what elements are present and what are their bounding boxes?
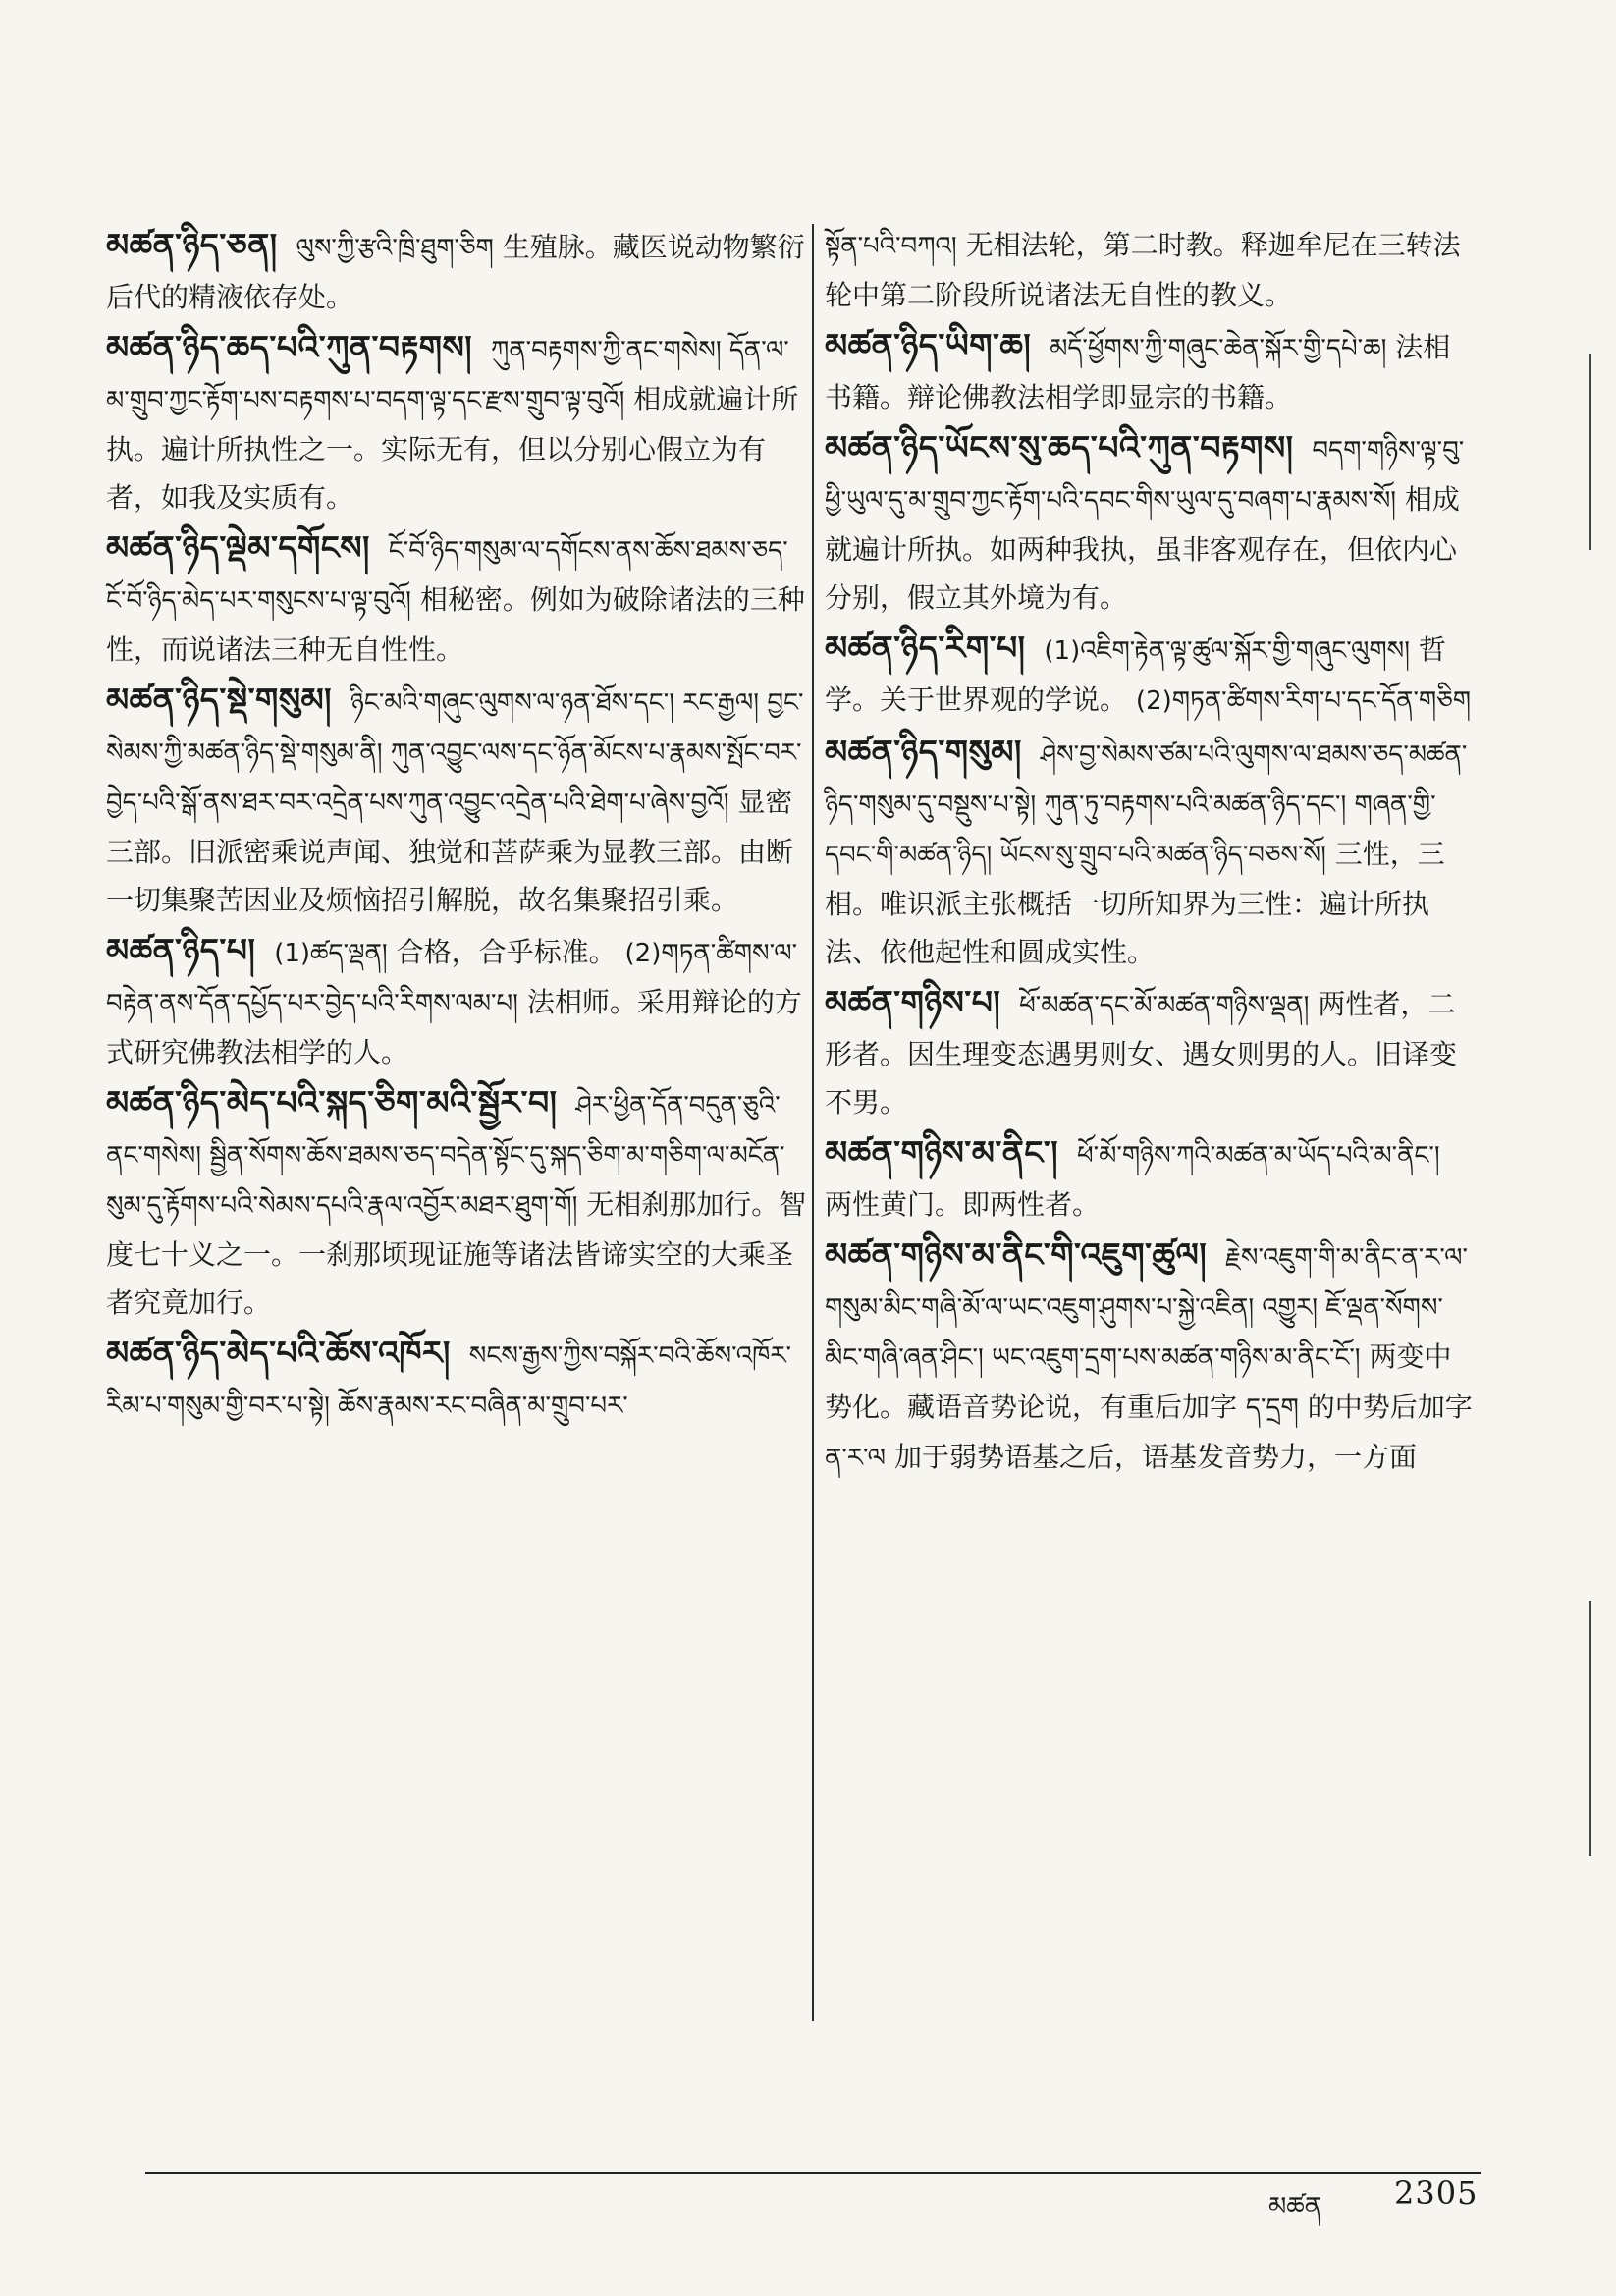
tibetan-definition: ཤེས་བྱ་སེམས་ཙམ་པའི་ལུགས་ལ་ཐམས་ཅད་མཚན་ཉིད་གསུམ་དུ་བསྡུས་པ་སྟེ། ཀུན་ཏུ་བརྟགས་པའི་མཚན་ཉིད་དང་། གཞན་གྱི་དབང་གི་མཚན་ཉིད། ཡོངས་སུ་གྲུབ་པའི་མཚན་ཉིད་བཅས་སོ། (825, 740, 1468, 870)
tibetan-definition: ཤེར་ཕྱིན་དོན་བདུན་ཅུའི་ནང་གསེས། སྦྱིན་སོགས་ཆོས་ཐམས་ཅད་བདེན་སྟོང་དུ་སྐད་ཅིག་མ་གཅིག་ལ་མངོན་སུམ་དུ་རྟོགས་པའི་སེམས་དཔའི་རྣལ་འབྱོར་མཐར་ཐུག་གོ། (106, 1091, 785, 1221)
entry-13 (825, 1128, 1473, 1229)
page-number: 2305 (1394, 2174, 1479, 2212)
headword: མཚན་ཉིད་ཡིག་ཆ། (825, 326, 1032, 364)
tibetan-definition: ལུས་ཀྱི་རྩའི་ཁྲི་ཐུག་ཅིག (296, 234, 494, 263)
chinese-definition: 无相法轮，第二时教。释迦牟尼在三转法轮中第二阶段所说诸法无自性的教义。 (825, 229, 1461, 311)
headword: མཚན་གཉིས་མ་ནིང་གི་འཇུག་ཚུལ། (825, 1235, 1208, 1274)
headword: མཚན་ཉིད་གསུམ། (825, 733, 1022, 771)
headword: མཚན་ཉིད་ཆད་པའི་ཀུན་བརྟགས། (106, 328, 473, 366)
headword: མཚན་ཉིད་ཅན། (106, 226, 278, 264)
entry-10 (825, 624, 1473, 726)
headword: མཚན་ཉིད་པ། (106, 931, 256, 969)
entry-2 (106, 323, 808, 521)
chinese-definition: 相成就遍计所执。如两种我执，虽非客观存在，但依内心分别，假立其外境为有。 (825, 483, 1460, 614)
tibetan-definition: ཕོ་མཚན་དང་མོ་མཚན་གཉིས་ལྡན། (1019, 991, 1310, 1020)
tibetan-definition: ཀུན་བརྟགས་ཀྱི་ནང་གསེས། དོན་ལ་མ་གྲུབ་ཀྱང་རྟོག་པས་བརྟགས་པ་བདག་ལྟ་དང་རྫས་གྲུབ་ལྟ་བུའོ། (106, 336, 789, 415)
entry-9 (825, 423, 1473, 622)
binding-edge (1589, 354, 1591, 550)
chinese-definition-b: 的中势后加字 (1307, 1391, 1473, 1423)
entry-6 (106, 1078, 808, 1327)
tibetan-definition-2: (2)གཏན་ཚིགས་རིག་པ་དང་དོན་གཅིག (1135, 686, 1472, 716)
entry-7 (106, 1329, 808, 1431)
right-column (825, 221, 1473, 1485)
tibetan-definition: (1)ཚད་ལྡན། (274, 939, 388, 968)
entry-4 (106, 676, 808, 924)
tibetan-definition: (1)འཇིག་རྟེན་ལྟ་ཚུལ་སྐོར་གྱི་གཞུང་ལུགས། (1044, 636, 1410, 666)
chinese-definition: 哲学。关于世界观的学说。 (825, 633, 1446, 716)
footer-rule (145, 2172, 1481, 2174)
headword: མཚན་ཉིད་ལྡེམ་དགོངས། (106, 528, 370, 567)
tibetan-definition: ངོ་བོ་ཉིད་གསུམ་ལ་དགོངས་ནས་ཆོས་ཐམས་ཅད་ངོ་བོ་ཉིད་མེད་པར་གསུངས་པ་ལྟ་བུའོ། (106, 536, 788, 616)
binding-edge (1589, 1601, 1591, 1856)
tibetan-inline-2: ན་ར་ལ (825, 1444, 887, 1473)
tibetan-definition: བདག་གཉིས་ལྟ་བུ་ཕྱི་ཡུལ་དུ་མ་གྲུབ་ཀྱང་རྟོག་པའི་དབང་གིས་ཡུལ་དུ་བཞག་པ་རྣམས་སོ། (825, 436, 1465, 516)
chinese-definition: 无相刹那加行。智度七十义之一。一刹那顷现证施等诸法皆谛实空的大乘圣者究竟加行。 (106, 1188, 807, 1319)
left-column (106, 221, 808, 1433)
entry-14 (825, 1230, 1473, 1483)
tibetan-definition: རྗེས་འཇུག་གི་མ་ནིང་ན་ར་ལ་གསུམ་མིང་གཞི་མོ་ལ་ཡང་འཇུག་ཤུགས་པ་སྐྱེ་འཇིན། འགྱུར། ཇོ་ལྡན་སོགས་མིང་གཞི་ཞན་ཤིང་། ཡང་འཇུག་དྲག་པས་མཚན་གཉིས་མ་ནིང་ངོ་། (825, 1243, 1468, 1373)
tibetan-definition-2: (2)གཏན་ཚིགས་ལ་བརྟེན་ནས་དོན་དཔྱོད་པར་བྱེད་པའི་རིགས་ལམ་པ། (106, 939, 798, 1018)
tibetan-definition: ཉིང་མའི་གཞུང་ལུགས་ལ་ཉན་ཐོས་དང་། རང་རྒྱལ། བྱང་སེམས་ཀྱི་མཚན་ཉིད་སྡེ་གསུམ་ནི། ཀུན་འབྱུང་ལས་དང་ཉོན་མོངས་པ་རྣམས་སྤོང་བར་བྱེད་པའི་སྒོ་ནས་ཐར་བར་འདྲེན་པས་ཀུན་འབྱུང་འདྲེན་པའི་ཐེག་པ་ཞེས་བྱའོ། (106, 688, 804, 818)
chinese-definition: 显密三部。旧派密乘说声闻、独觉和菩萨乘为显教三部。由断一切集聚苦因业及烦恼招引解脱，故名集聚招引乘。 (106, 786, 794, 916)
headword: མཚན་གཉིས་པ། (825, 983, 1001, 1021)
chinese-definition: 相成就遍计所执。遍计所执性之一。实际无有，但以分别心假立为有者，如我及实质有。 (106, 383, 799, 514)
entry-1 (106, 221, 808, 321)
entry-3 (106, 523, 808, 674)
chinese-definition-c: 加于弱势语基之后，语基发音势力，一方面 (893, 1441, 1417, 1473)
entry-11 (825, 728, 1473, 976)
column-divider (812, 224, 814, 2021)
entry-5 (106, 926, 808, 1076)
chinese-definition-2: 法相师。采用辩论的方式研究佛教法相学的人。 (106, 986, 802, 1068)
chinese-definition: 两变中势化。藏语音势论说，有重后加字 (825, 1340, 1452, 1423)
headword: མཚན་གཉིས་མ་ནིང་། (825, 1133, 1059, 1172)
headword: མཚན་ཉིད་མེད་པའི་སྐད་ཅིག་མའི་སྦྱོར་བ། (106, 1083, 558, 1121)
chinese-definition: 三性，三相。唯识派主张概括一切所知界为三性：遍计所执法、依他起性和圆成实性。 (825, 838, 1445, 968)
chinese-definition: 法相书籍。辩论佛教法相学即显宗的书籍。 (825, 331, 1451, 413)
tibetan-definition: མདོ་ཕྱོགས་ཀྱི་གཞུང་ཆེན་སྐོར་གྱི་དཔེ་ཆ། (1050, 334, 1387, 363)
tibetan-inline: ད་དྲག (1245, 1394, 1299, 1423)
tibetan-definition: སྟོན་པའི་བཀའ། (825, 232, 957, 261)
headword: མཚན་ཉིད་ཡོངས་སུ་ཆད་པའི་ཀུན་བརྟགས། (825, 428, 1294, 466)
entry-continued (825, 221, 1473, 319)
entry-8 (825, 321, 1473, 421)
headword: མཚན་ཉིད་རིག་པ། (825, 629, 1026, 667)
entry-12 (825, 978, 1473, 1126)
headword: མཚན་ཉིད་སྡེ་གསུམ། (106, 681, 333, 719)
tibetan-definition: ཕོ་མོ་གཉིས་ཀའི་མཚན་མ་ཡོད་པའི་མ་ནིང་། (1077, 1141, 1440, 1171)
chinese-definition: 两性者，二形者。因生理变态遇男则女、遇女则男的人。旧译变不男。 (825, 988, 1458, 1119)
headword: མཚན་ཉིད་མེད་པའི་ཆོས་འཁོར། (106, 1334, 451, 1372)
chinese-definition: 生殖脉。藏医说动物繁衍后代的精液依存处。 (106, 231, 805, 313)
running-footer-word: མཚན (1268, 2192, 1322, 2221)
chinese-definition: 两性黄门。即两性者。 (825, 1188, 1101, 1221)
chinese-definition: 相秘密。例如为破除诸法的三种性，而说诸法三种无自性性。 (106, 583, 805, 666)
chinese-definition: 合格，合乎标准。 (396, 936, 617, 968)
tibetan-definition: སངས་རྒྱས་ཀྱིས་བསྐོར་བའི་ཆོས་འཁོར་རིམ་པ་གསུམ་གྱི་བར་པ་སྟེ། ཆོས་རྣམས་རང་བཞིན་མ་གྲུབ་པར་ (106, 1341, 792, 1421)
